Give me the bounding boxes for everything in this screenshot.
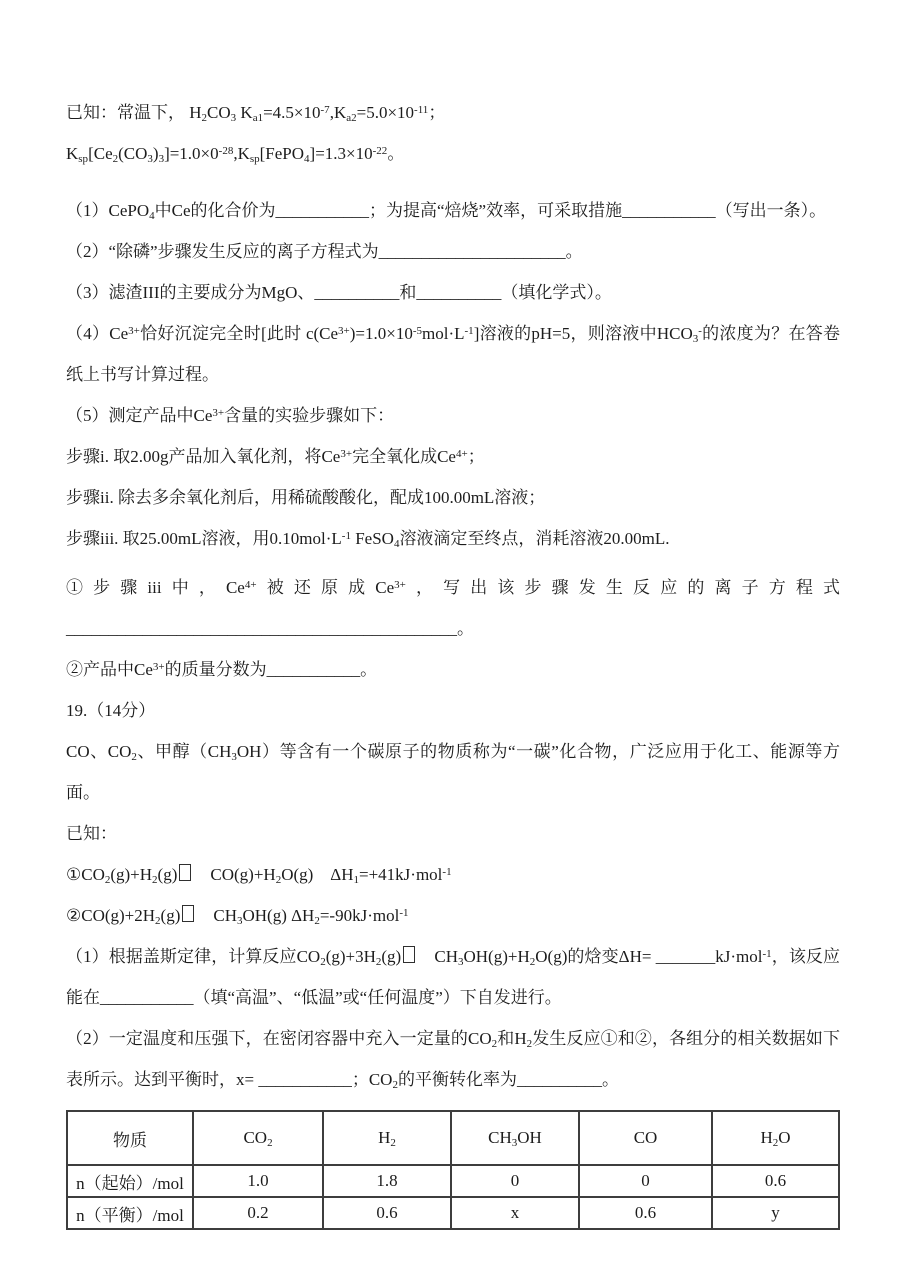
sub-question-2-line: ②产品中$Ce^{3+}$的质量分数为___________。 xyxy=(66,660,378,679)
question-1-line: （1）CePO$_4$中Ce的化合价为___________；为提高“焙烧”效率，可采取措施___________（写出一条）。 xyxy=(66,201,827,222)
missing-glyph-box xyxy=(179,864,191,881)
question-19-1-paragraph: （1）根据盖斯定律，计算反应$CO_2(g)+3H_2(g)$ $CH_3OH(g)+H_2O(g)$的焓变ΔH= _______kJ·mol$^{-1}$，该反应能在___________（填“高温”、“低温”或“任何温度”）下自发进行。 xyxy=(66,947,840,1007)
question-5-line: （5）测定产品中$Ce^{3+}$含量的实验步骤如下： xyxy=(66,406,395,425)
step-ii-line: 步骤ii. 除去多余氧化剂后，用稀硫酸酸化，配成100.00mL溶液； xyxy=(66,488,546,507)
table-cell-equilibrium-label: n（平衡）/mol xyxy=(67,1197,193,1229)
table-header-co2: $CO_2$ xyxy=(193,1111,323,1165)
table-cell: 0 xyxy=(451,1165,579,1197)
equilibrium-table xyxy=(66,1110,840,1230)
table-cell: 0.6 xyxy=(712,1165,839,1197)
table-header-h2: $H_2$ xyxy=(323,1111,451,1165)
sub-question-1-line: ①步骤iii中，$Ce^{4+}$被还原成$Ce^{3+}$，写出该步骤发生反应的离子方程式______________________________________________。 xyxy=(66,578,840,638)
question-4-paragraph: $(4)Ce^{3+}$恰好沉淀完全时[此时 $c(Ce^{3+})=1.0\times 10^{-5}mol\cdot L^{-1}$]溶液的pH=5，则溶液中$HCO_3^-$的浓度为？在答卷纸上书写计算过程。 xyxy=(66,324,840,384)
missing-glyph-box xyxy=(403,946,415,963)
table-header-substance: 物质 xyxy=(67,1111,193,1165)
equation-2-line: $②CO(g)+2H_2(g)$ $CH_3OH(g)$ $\Delta H_2=-90kJ\cdot mol^{-1}$ xyxy=(66,906,409,927)
table-row-equilibrium xyxy=(67,1197,839,1229)
question-3-line: （3）滤渣III的主要成分为MgO、__________和__________（填化学式）。 xyxy=(66,283,612,302)
table-header-h2o: $H_2O$ xyxy=(712,1111,839,1165)
question-19-2-paragraph: （2）一定温度和压强下，在密闭容器中充入一定量的$CO_2$和$H_2$发生反应①和②，各组分的相关数据如下表所示。达到平衡时，x= ___________；$CO_2$的平衡转化率为__________。 xyxy=(66,1029,841,1091)
missing-glyph-box xyxy=(182,905,194,922)
step-i-line: 步骤i. 取2.00g产品加入氧化剂，将$Ce^{3+}$完全氧化成$Ce^{4+}$； xyxy=(66,447,485,466)
table-cell: 0.2 xyxy=(193,1197,323,1229)
step-iii-line: 步骤iii. 取25.00mL溶液，用$0.10mol\cdot L^{-1}$ FeSO$_4$溶液滴定至终点，消耗溶液20.00mL. xyxy=(66,529,670,550)
known-constants-line: 已知：常温下， $H_2CO_3$ $K_{a1}=4.5\times 10^{-7},K_{a2}=5.0\times 10^{-11}$； xyxy=(66,103,446,124)
table-cell: 0 xyxy=(579,1165,712,1197)
question-2-line: （2）“除磷”步骤发生反应的离子方程式为______________________。 xyxy=(66,242,583,261)
table-cell: 1.0 xyxy=(193,1165,323,1197)
equation-1-line: $①CO_2(g)+H_2(g)$ $CO(g)+H_2O(g)$ $\Delta H_1=+41kJ\cdot mol^{-1}$ xyxy=(66,865,452,886)
table-header-row xyxy=(67,1111,839,1165)
table-cell: 1.8 xyxy=(323,1165,451,1197)
known-label: 已知： xyxy=(66,824,117,843)
ksp-line: $K_{sp}[Ce_2(CO_3)_3]=1.0\times 0^{-28},K_{sp}[FePO_4]=1.3\times 10^{-22}$。 xyxy=(66,144,405,165)
table-header-co: CO xyxy=(579,1111,712,1165)
table-cell: 0.6 xyxy=(323,1197,451,1229)
table-row-initial xyxy=(67,1165,839,1197)
table-cell: 0.6 xyxy=(579,1197,712,1229)
table-cell: y xyxy=(712,1197,839,1229)
table-cell-initial-label: n（起始）/mol xyxy=(67,1165,193,1197)
question-19-heading: 19.（14分） xyxy=(66,701,156,720)
question-19-intro: CO、$CO_2$、甲醇$(CH_3OH)$等含有一个碳原子的物质称为“一碳”化合物，广泛应用于化工、能源等方面。 xyxy=(66,742,840,802)
table-cell: x xyxy=(451,1197,579,1229)
table-header-ch3oh: $CH_3OH$ xyxy=(451,1111,579,1165)
